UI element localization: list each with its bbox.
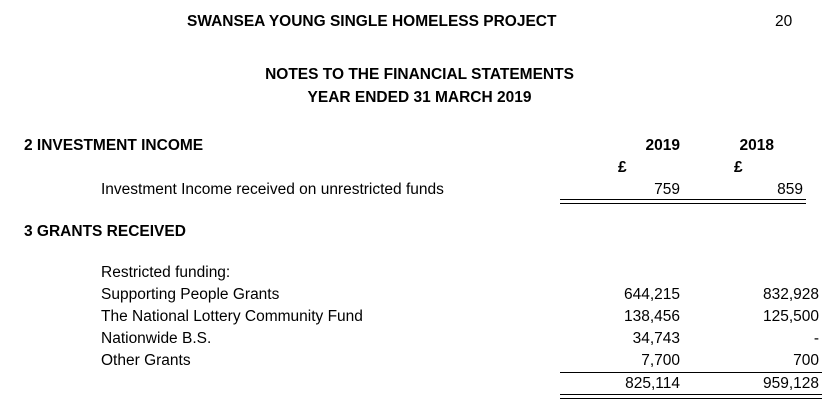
note2-heading: 2 INVESTMENT INCOME xyxy=(24,137,204,154)
note3-total-prior: 959,128 xyxy=(762,375,819,392)
row-current: 34,743 xyxy=(632,330,680,347)
row-label: Supporting People Grants xyxy=(101,286,280,303)
note2-total-rule-top xyxy=(560,199,806,200)
currency-current: £ xyxy=(618,159,627,176)
row-current: 644,215 xyxy=(623,286,680,303)
column-year-current: 2019 xyxy=(645,137,680,154)
statement-period: YEAR ENDED 31 MARCH 2019 xyxy=(307,89,532,106)
page-number: 20 xyxy=(775,13,793,30)
organisation-name: SWANSEA YOUNG SINGLE HOMELESS PROJECT xyxy=(187,13,557,30)
column-year-prior: 2018 xyxy=(739,137,774,154)
note3-total-rule-top xyxy=(560,394,822,395)
note2-row-prior: 859 xyxy=(777,181,803,198)
note3-subtotal-rule xyxy=(560,372,822,373)
note3-subheading: Restricted funding: xyxy=(101,264,231,281)
row-label: Other Grants xyxy=(101,352,191,369)
note2-row-current: 759 xyxy=(654,181,680,198)
row-label: Nationwide B.S. xyxy=(101,330,212,347)
row-current: 7,700 xyxy=(641,352,680,369)
note3-total-rule-bottom xyxy=(560,398,822,399)
note3-heading: 3 GRANTS RECEIVED xyxy=(24,223,186,240)
note2-row-label: Investment Income received on unrestricted funds xyxy=(101,181,444,198)
row-prior: - xyxy=(813,330,819,347)
row-label: The National Lottery Community Fund xyxy=(101,308,363,325)
statement-title: NOTES TO THE FINANCIAL STATEMENTS xyxy=(265,66,574,83)
row-prior: 700 xyxy=(793,352,819,369)
row-prior: 832,928 xyxy=(762,286,819,303)
note3-total-current: 825,114 xyxy=(625,375,680,392)
note2-total-rule-bottom xyxy=(560,203,806,204)
currency-prior: £ xyxy=(734,159,743,176)
row-current: 138,456 xyxy=(623,308,680,325)
row-prior: 125,500 xyxy=(762,308,819,325)
